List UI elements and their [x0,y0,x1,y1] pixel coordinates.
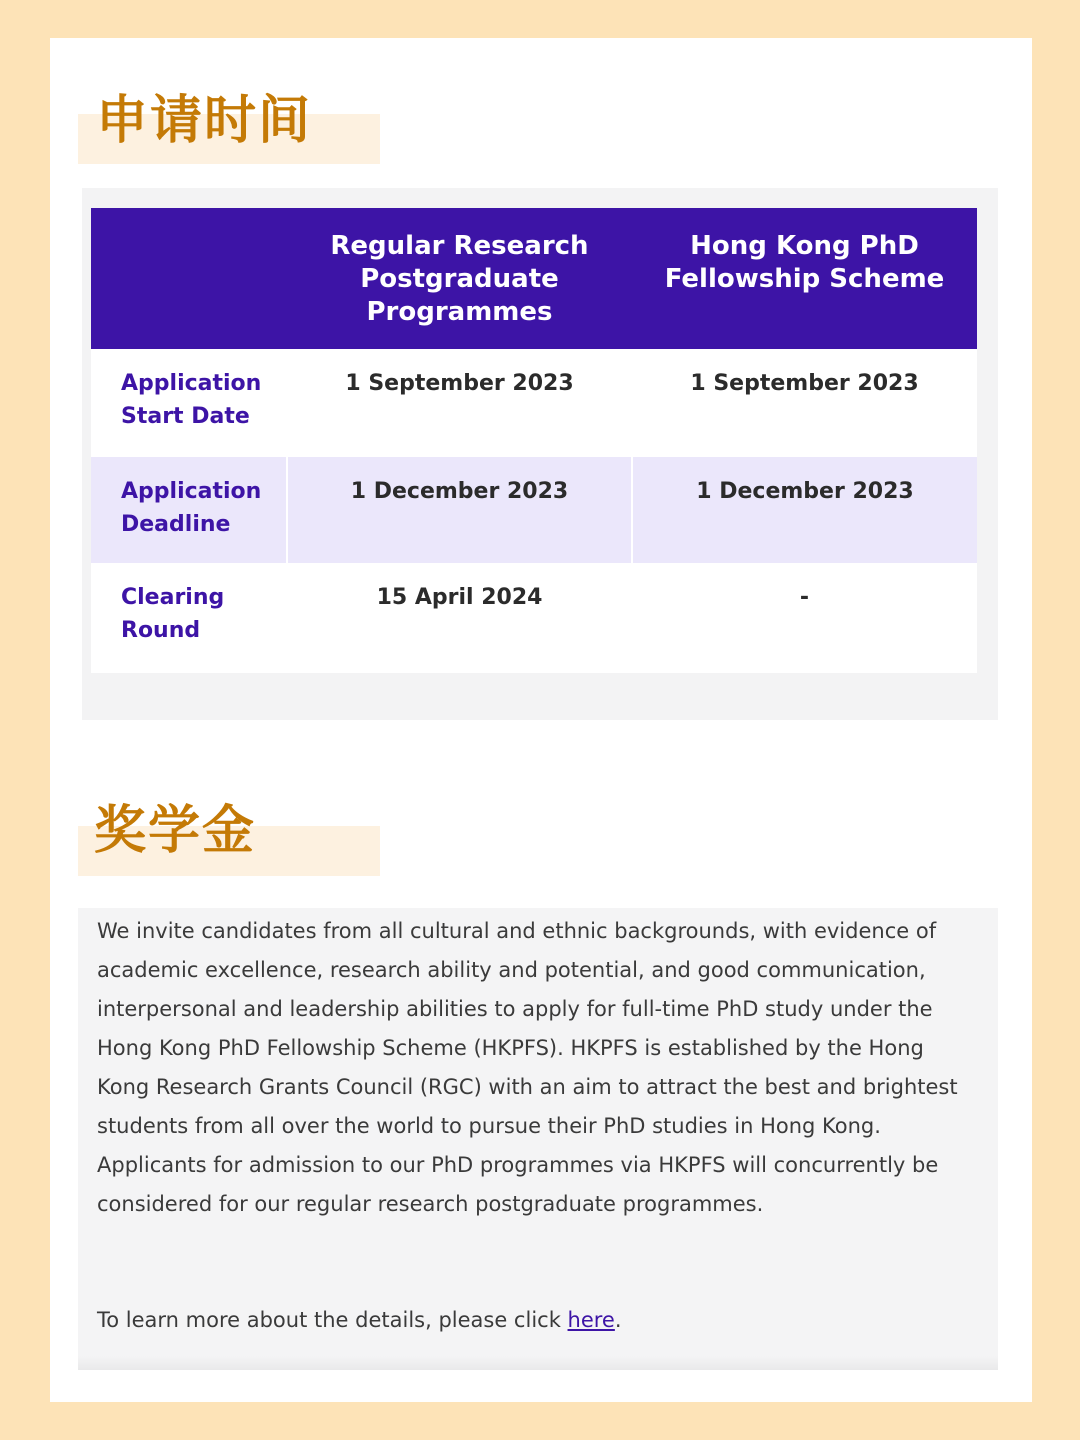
table-row [91,563,977,673]
hkpfs-value: 1 December 2023 [632,457,977,563]
learn-more-text: To learn more about the details, please click [97,1308,568,1332]
table-header-row [91,208,977,349]
learn-more-period: . [614,1308,622,1332]
dates-heading-block [78,78,380,164]
regular-value: 1 December 2023 [287,457,632,563]
regular-value: 1 September 2023 [287,349,632,457]
content-card [50,38,1032,1402]
table-row [91,457,977,563]
scholarship-heading-block [78,788,380,876]
table-header-regular: Regular Research Postgraduate Programmes [287,208,632,349]
scholarship-text-box [78,908,998,1370]
row-label: Application Start Date [91,349,287,457]
learn-more-line [97,1301,981,1340]
table-header-empty [91,208,287,349]
scholarship-heading: 奖学金 [94,801,257,861]
regular-value: 15 April 2024 [287,563,632,673]
scholarship-paragraph: We invite candidates from all cultural and ethnic backgrounds, with evidence of academic excellence, research ability and potential, and good communication, interpersonal and leadership abilities to apply for full-time PhD study under the Hong Kong PhD Fellowship Scheme (HKPFS). HKPFS is established by the Hong Kong Research Grants Council (RGC) with an aim to attract the best and brightest students from all over the world to pursue their PhD studies in Hong Kong. Applicants for admission to our PhD programmes via HKPFS will concurrently be considered for our regular research postgraduate programmes. [97,919,958,1216]
dates-heading: 申请时间 [96,91,313,151]
dates-table-panel [82,188,998,720]
row-label: Clearing Round [91,563,287,673]
table-header-hkpfs: Hong Kong PhD Fellowship Scheme [632,208,977,349]
table-row [91,349,977,457]
hkpfs-value: - [632,563,977,673]
hkpfs-value: 1 September 2023 [632,349,977,457]
here-link[interactable]: here [567,1308,615,1332]
application-dates-table [91,208,977,673]
row-label: Application Deadline [91,457,287,563]
bottom-fade [78,1356,998,1370]
